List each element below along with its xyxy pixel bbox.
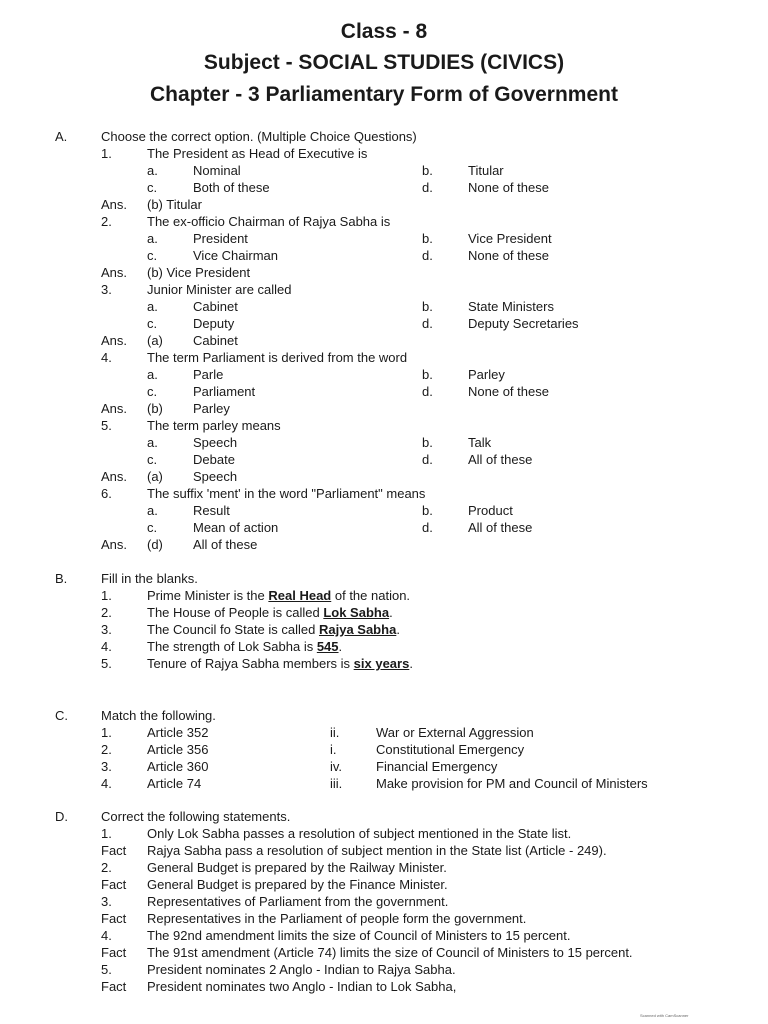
option-text: Result [193,503,230,518]
option-text: Titular [468,163,504,178]
match-roman: iii. [330,776,343,791]
class-title: Class - 8 [340,20,428,43]
sentence-text: Prime Minister is the [147,588,269,603]
section-letter: C. [55,708,68,723]
question-text: The suffix 'ment' in the word "Parliament" means [147,486,426,501]
option-text: None of these [468,248,549,263]
answer-letter: (b) Titular [147,197,202,212]
statement-label: Fact [101,945,127,960]
statement-label: 3. [101,894,112,909]
scanner-stamp: Scanned with CamScanner [640,1013,689,1018]
answer-letter: (b) Vice President [147,265,251,280]
sentence-text: . [396,622,400,637]
section-heading: Choose the correct option. (Multiple Choice Questions) [101,129,417,144]
question-text: The term parley means [147,418,281,433]
sentence-text: The House of People is called [147,605,324,620]
option-text: Cabinet [193,299,238,314]
option-text: State Ministers [468,299,554,314]
subject-title: Subject - SOCIAL STUDIES (CIVICS) [203,51,565,74]
match-number: 3. [101,759,112,774]
option-letter: d. [422,316,433,331]
statement-label: Fact [101,979,127,994]
option-letter: b. [422,367,433,382]
blank-number: 4. [101,639,112,654]
match-right: Make provision for PM and Council of Ministers [376,776,648,791]
option-text: Deputy Secretaries [468,316,579,331]
question-number: 4. [101,350,112,365]
option-text: Parley [468,367,505,382]
statement-text: President nominates two Anglo - Indian to Lok Sabha, [147,979,457,994]
answer-label: Ans. [101,401,128,416]
blank-answer: Real Head [268,588,332,603]
answer-label: Ans. [101,333,128,348]
statement-text: The 91st amendment (Article 74) limits the size of Council of Ministers to 15 percent. [147,945,633,960]
statement-label: 4. [101,928,112,943]
answer-letter: (b) [147,401,163,416]
option-text: Parle [193,367,224,382]
option-letter: c. [147,180,158,195]
section-heading: Correct the following statements. [101,809,291,824]
statement-label: 1. [101,826,112,841]
answer-label: Ans. [101,197,128,212]
blank-answer: Lok Sabha [323,605,390,620]
blank-sentence [147,605,393,621]
answer-letter: (a) [147,333,163,348]
statement-label: Fact [101,877,127,892]
blank-answer: Rajya Sabha [318,622,397,637]
match-roman: ii. [330,725,340,740]
match-number: 2. [101,742,112,757]
statement-text: Representatives in the Parliament of people form the government. [147,911,527,926]
statement-text: The 92nd amendment limits the size of Council of Ministers to 15 percent. [147,928,571,943]
option-letter: a. [147,163,158,178]
statement-label: Fact [101,843,127,858]
statement-label: 2. [101,860,112,875]
chapter-title: Chapter - 3 Parliamentary Form of Government [150,83,618,106]
blank-number: 5. [101,656,112,671]
option-letter: c. [147,248,158,263]
statement-label: Fact [101,911,127,926]
option-text: Speech [193,435,238,450]
option-letter: d. [422,452,433,467]
answer-text: Parley [193,401,230,416]
blank-sentence [147,622,400,638]
question-text: The term Parliament is derived from the word [147,350,408,365]
sentence-text: The strength of Lok Sabha is [147,639,317,654]
section-heading: Fill in the blanks. [101,571,198,586]
sentence-text: Tenure of Rajya Sabha members is [147,656,354,671]
option-letter: d. [422,180,433,195]
sentence-text: of the nation. [331,588,411,603]
option-letter: a. [147,503,158,518]
option-letter: c. [147,520,158,535]
match-left: Article 360 [147,759,209,774]
option-text: Nominal [193,163,241,178]
statement-text: Only Lok Sabha passes a resolution of subject mentioned in the State list. [147,826,572,841]
statement-text: Representatives of Parliament from the government. [147,894,449,909]
section-letter: B. [55,571,68,586]
answer-text: All of these [193,537,258,552]
section-heading: Match the following. [101,708,216,723]
statement-text: Rajya Sabha pass a resolution of subject mention in the State list (Article - 249). [147,843,607,858]
question-number: 1. [101,146,112,161]
option-letter: a. [147,231,158,246]
question-number: 2. [101,214,112,229]
option-text: President [193,231,248,246]
match-left: Article 74 [147,776,202,791]
option-text: All of these [468,520,533,535]
option-letter: b. [422,163,433,178]
section-letter: A. [55,129,68,144]
option-text: Both of these [193,180,270,195]
option-letter: b. [422,231,433,246]
question-number: 3. [101,282,112,297]
option-letter: b. [422,435,433,450]
option-letter: c. [147,316,158,331]
match-roman: iv. [330,759,343,774]
blank-number: 2. [101,605,112,620]
section-letter: D. [55,809,68,824]
option-letter: a. [147,435,158,450]
option-letter: d. [422,520,433,535]
blank-answer: six years [353,656,410,671]
statement-text: General Budget is prepared by the Finance Minister. [147,877,448,892]
question-text: Junior Minister are called [147,282,292,297]
answer-label: Ans. [101,469,128,484]
answer-text: Speech [193,469,238,484]
blank-sentence [147,588,410,604]
option-letter: b. [422,503,433,518]
blank-answer: 545 [316,639,339,654]
option-letter: c. [147,452,158,467]
option-letter: b. [422,299,433,314]
option-letter: a. [147,299,158,314]
match-roman: i. [330,742,337,757]
answer-letter: (d) [147,537,163,552]
blank-sentence [147,656,413,672]
option-letter: d. [422,384,433,399]
sentence-text: . [338,639,343,654]
match-number: 1. [101,725,112,740]
match-right: Constitutional Emergency [376,742,525,757]
option-letter: a. [147,367,158,382]
blank-number: 3. [101,622,112,637]
option-text: Talk [468,435,492,450]
option-text: All of these [468,452,533,467]
sentence-text: The Council fo State is called [147,622,319,637]
match-right: War or External Aggression [376,725,534,740]
option-text: None of these [468,384,549,399]
blank-sentence [147,639,342,655]
question-number: 5. [101,418,112,433]
statement-label: 5. [101,962,112,977]
option-letter: d. [422,248,433,263]
option-text: Product [468,503,513,518]
option-text: Mean of action [193,520,279,535]
question-text: The ex-officio Chairman of Rajya Sabha is [147,214,391,229]
sentence-text: . [409,656,413,671]
answer-letter: (a) [147,469,163,484]
answer-text: Cabinet [193,333,238,348]
match-left: Article 352 [147,725,209,740]
match-right: Financial Emergency [376,759,498,774]
statement-text: General Budget is prepared by the Railway Minister. [147,860,447,875]
option-letter: c. [147,384,158,399]
answer-label: Ans. [101,537,128,552]
question-number: 6. [101,486,112,501]
question-text: The President as Head of Executive is [147,146,368,161]
option-text: Vice Chairman [193,248,279,263]
match-number: 4. [101,776,112,791]
answer-label: Ans. [101,265,128,280]
option-text: Debate [193,452,235,467]
option-text: None of these [468,180,549,195]
option-text: Parliament [193,384,256,399]
match-left: Article 356 [147,742,209,757]
statement-text: President nominates 2 Anglo - Indian to Rajya Sabha. [147,962,456,977]
option-text: Vice President [468,231,552,246]
sentence-text: . [389,605,393,620]
option-text: Deputy [193,316,235,331]
blank-number: 1. [101,588,112,603]
